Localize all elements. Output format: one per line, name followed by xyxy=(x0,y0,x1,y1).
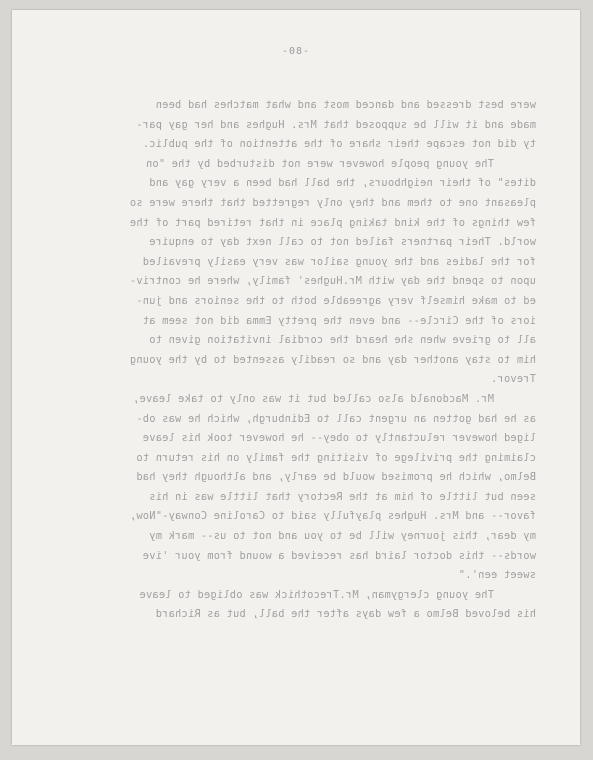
bleed-through-text-block xyxy=(66,96,536,625)
text-line: ty did not escape their share of the attention of the public. xyxy=(142,138,536,151)
text-line: liged however reluctantly to obey-- he however took his leave xyxy=(142,432,536,445)
text-line: The young people however were not disturbed by the "on xyxy=(145,157,494,170)
document-page xyxy=(12,10,580,745)
text-line: pleasant one to them and they only regretted that there were so xyxy=(129,196,536,209)
text-line: his beloved Belmo a few days after the ball, but as Richard xyxy=(155,608,536,621)
text-line: Trevor. xyxy=(490,373,536,386)
text-line: world. Their partners failed not to call next day to enquire xyxy=(149,236,536,249)
text-line: The young clergyman, Mr.Trecothick was obliged to leave xyxy=(139,588,494,601)
text-line: dites" of their neighbours, the ball had been a very gay and xyxy=(149,177,536,190)
text-line: sweet een'." xyxy=(458,569,536,582)
text-line: iors of the Circle-- and even the pretty Emma did not seem at xyxy=(142,314,536,327)
text-line: Belmo, which he promised would be early, and although they had xyxy=(136,471,536,484)
text-line: my dear, this journey will be to you and not to us-- mark my xyxy=(149,530,536,543)
page-number: -08- xyxy=(281,46,311,57)
text-line: ed to make himself very agreeable both to the seniors and jun- xyxy=(136,294,536,307)
text-line: made and it will be supposed that Mrs. Hughes and her gay par- xyxy=(136,118,536,131)
text-line: as he had gotten an urgent call to Edinburgh, which he was ob- xyxy=(136,412,536,425)
text-line: for the ladies and the young sailor was very easily prevailed xyxy=(142,255,536,268)
text-line: few things of the kind taking place in that retired part of the xyxy=(129,216,536,229)
text-line: all to grieve when she heard the cordial invitation given to xyxy=(149,334,536,347)
text-line: were best dressed and danced most and what matches had been xyxy=(155,99,536,111)
text-line: seen but little of him at the Rectory that little was in his xyxy=(149,490,536,503)
text-line: Mr. Macdonald also called but it was only to take leave, xyxy=(132,392,494,405)
text-line: him to stay another day and so readily assented to by the young xyxy=(129,353,536,366)
text-line: claiming the privilege of visiting the family on his return to xyxy=(136,451,536,464)
text-line: upon to spend the day with Mr.Hughes' family, where he contriv- xyxy=(129,275,536,288)
text-line: favor-- and Mrs. Hughes playfully said to Caroline Conway-"Now, xyxy=(129,510,536,523)
text-line: words-- this doctor laird has received a wound from your 'ive xyxy=(142,549,536,562)
